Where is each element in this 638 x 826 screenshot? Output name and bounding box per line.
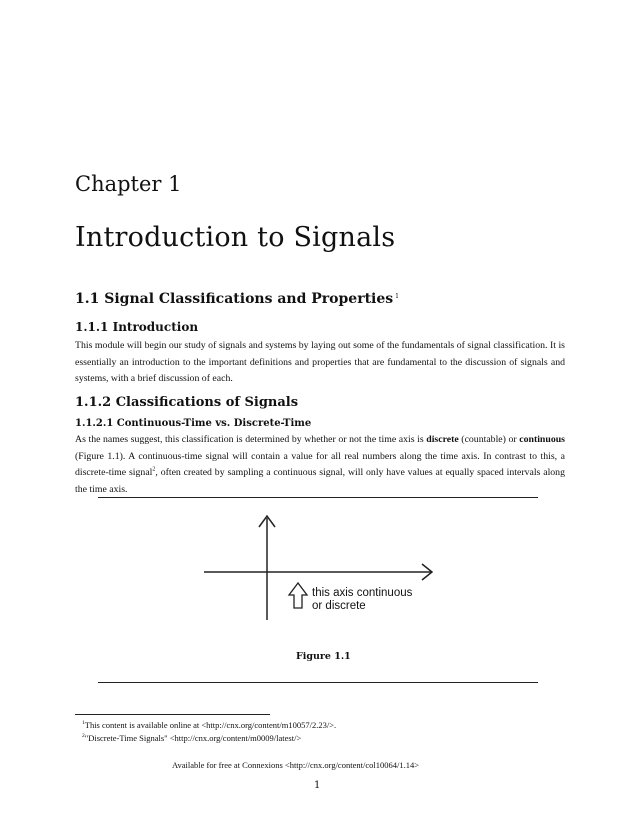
chapter-title: Introduction to Signals [75,222,396,253]
figure-annotation-line-2: or discrete [312,600,366,612]
figure-top-rule [98,497,538,498]
time-axis-figure [200,512,440,622]
footnote-marker-2: 2 [152,467,156,474]
page-number: 1 [314,780,321,791]
section-heading [75,291,399,307]
chapter-label: Chapter 1 [75,172,182,196]
availability-notice: Available for free at Connexions <http://cnx.org/content/col10064/1.14> [172,760,419,770]
term-discrete: discrete [426,434,459,445]
footnote-2-text: "Discrete-Time Signals" <http://cnx.org/content/m0009/latest/> [84,733,302,743]
paragraph-text-4: , often created by sampling a continuous signal, will only have values at equally spaced intervals along the time axis. [75,467,565,496]
section-heading-text: 1.1 Signal Classifications and Properties [75,291,394,307]
term-continuous: continuous [519,434,565,445]
paragraph-text-1: As the names suggest, this classification is determined by whether or not the time axis is [75,434,427,445]
footnote-1-text: This content is available online at <http://cnx.org/content/m10057/2.23/>. [84,720,337,730]
introduction-paragraph: This module will begin our study of signals and systems by laying out some of the fundamentals of signal classification. It is essentially an introduction to the important definitions and properties that are fundamental to the discussion of signals and systems, with a brief discussion of each. [75,340,565,385]
introduction-heading: 1.1.1 Introduction [75,320,199,334]
paragraph-text-2: (countable) or [458,434,520,445]
continuous-discrete-heading: 1.1.2.1 Continuous-Time vs. Discrete-Time [75,418,312,429]
section-footnote-marker: 1 [395,293,399,300]
footnote-separator [75,714,270,715]
figure-bottom-rule [98,682,538,683]
paragraph-text-3: (Figure 1.1). A continuous-time signal will contain a value for all real numbers along the time axis. In contrast to this, a discrete-time signal [75,450,565,479]
footnote-1 [82,720,336,730]
classifications-heading: 1.1.2 Classifications of Signals [75,395,299,410]
classification-paragraph [75,432,565,499]
figure-caption: Figure 1.1 [296,651,351,662]
footnote-2-marker: 2 [82,733,85,740]
hollow-up-arrow-icon [289,583,307,608]
figure-annotation-line-1: this axis continuous [312,587,413,599]
footnote-2 [82,733,301,743]
footnote-1-marker: 1 [82,720,85,727]
